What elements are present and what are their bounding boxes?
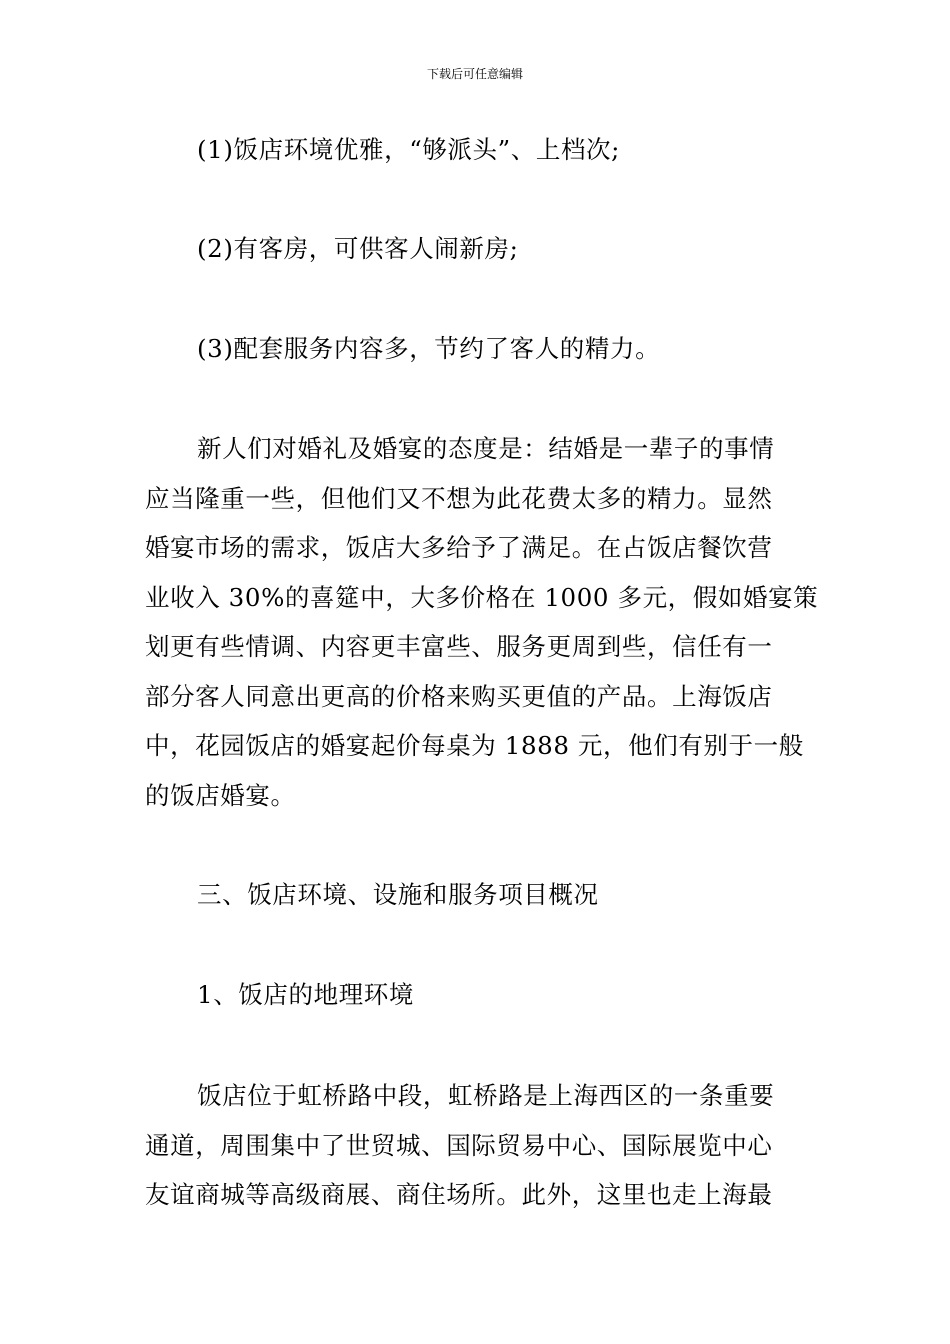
- list-item: (2)有客房，可供客人闹新房;: [197, 234, 519, 263]
- paragraph-location: [145, 1071, 810, 1220]
- paragraph-line: 划更有些情调、内容更丰富些、服务更周到些，信任有一: [145, 632, 773, 661]
- paragraph-line: 通道，周围集中了世贸城、国际贸易中心、国际展览中心: [145, 1130, 773, 1160]
- subsection-heading: 1、饭店的地理环境: [197, 980, 414, 1009]
- paragraph-line: 业收入 30%的喜筵中，大多价格在 1000 多元，假如婚宴策: [145, 582, 819, 612]
- paragraph-line: 友谊商城等高级商展、商住场所。此外，这里也走上海最: [145, 1180, 773, 1209]
- paragraph-line: 中，花园饭店的婚宴起价每桌为 1888 元，他们有别于一般: [145, 731, 804, 760]
- paragraph-line: 的饭店婚宴。: [145, 780, 296, 810]
- list-item: (1)饭店环境优雅，“够派头”、上档次;: [197, 135, 621, 164]
- section-heading: 三、饭店环境、设施和服务项目概况: [197, 880, 599, 909]
- paragraph-line: 新人们对婚礼及婚宴的态度是：结婚是一辈子的事情: [197, 434, 775, 463]
- paragraph-line: 饭店位于虹桥路中段，虹桥路是上海西区的一条重要: [197, 1081, 775, 1110]
- paragraph-wedding-attitude: [145, 424, 819, 820]
- paragraph-line: 婚宴市场的需求，饭店大多给予了满足。在占饭店餐饮营: [145, 533, 773, 562]
- paragraph-line: 部分客人同意出更高的价格来购买更值的产品。上海饭店: [145, 681, 773, 711]
- list-item: (3)配套服务内容多，节约了客人的精力。: [197, 334, 661, 363]
- page-header: 下载后可任意编辑: [426, 67, 523, 81]
- paragraph-line: 应当隆重一些，但他们又不想为此花费太多的精力。显然: [145, 483, 773, 513]
